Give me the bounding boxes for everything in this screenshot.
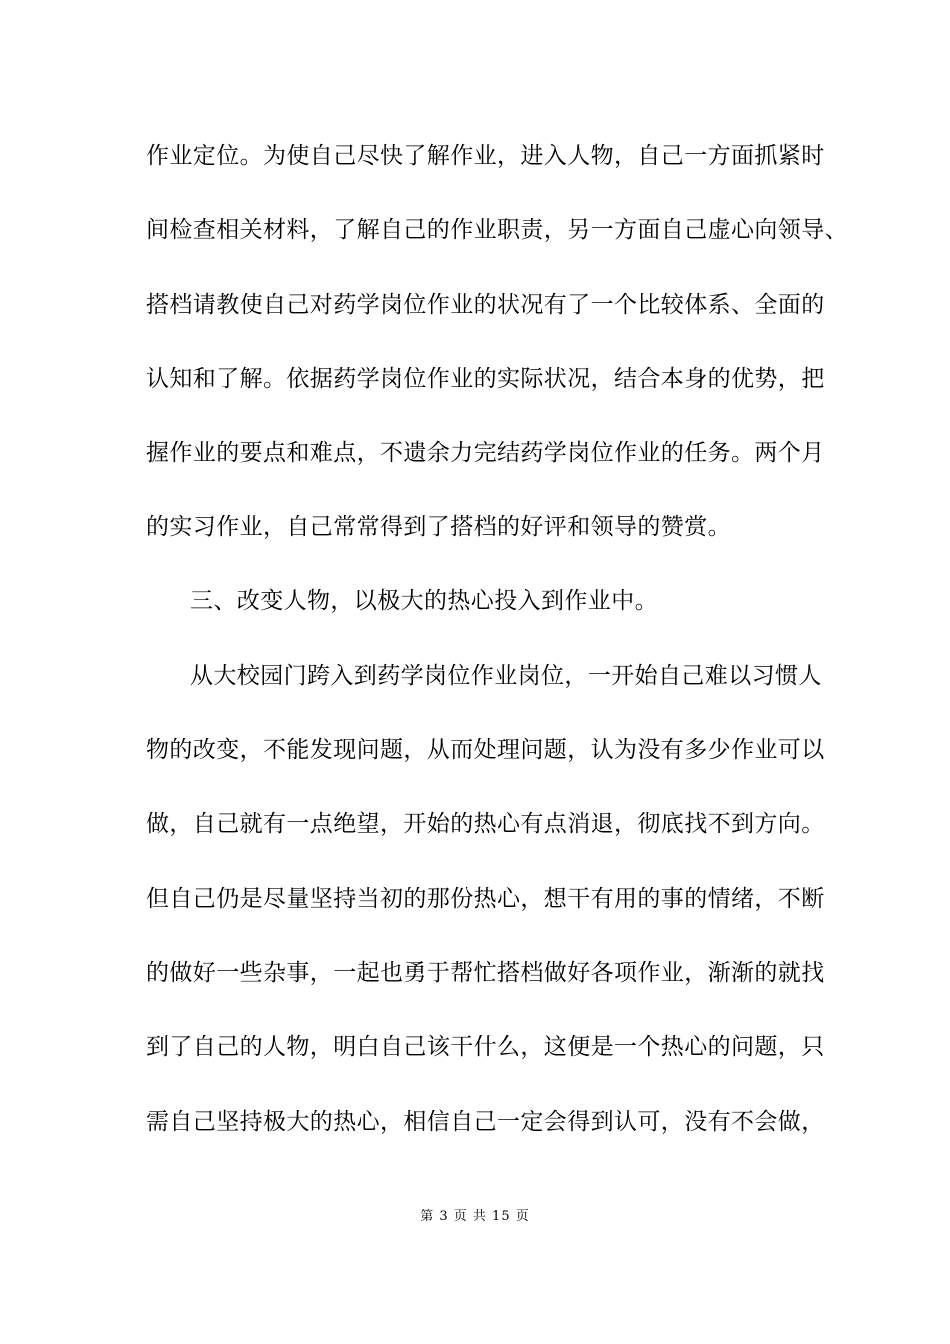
paragraph-first-line: 从大校园门跨入到药学岗位作业岗位，一开始自己难以习惯人 (190, 663, 822, 689)
page-number-footer: 第 3 页 共 15 页 (420, 1209, 530, 1224)
body-text-line: 作业定位。为使自己尽快了解作业，进入人物，自己一方面抓紧时 (146, 143, 825, 169)
body-text-line: 的实习作业，自己常常得到了搭档的好评和领导的赞赏。 (146, 514, 731, 540)
section-heading: 三、改变人物，以极大的热心投入到作业中。 (190, 588, 658, 614)
body-text-line: 间检查相关材料，了解自己的作业职责，另一方面自己虚心向领导、 (146, 217, 848, 243)
body-text-line: 但自己仍是尽量坚持当初的那份热心，想干有用的事的情绪，不断 (146, 886, 825, 912)
body-text-line: 需自己坚持极大的热心，相信自己一定会得到认可，没有不会做， (146, 1109, 825, 1135)
body-text-line: 物的改变，不能发现问题，从而处理问题，认为没有多少作业可以 (146, 737, 825, 763)
body-text-line: 握作业的要点和难点，不遗余力完结药学岗位作业的任务。两个月 (146, 440, 825, 466)
body-text-line: 的做好一些杂事，一起也勇于帮忙搭档做好各项作业，渐渐的就找 (146, 960, 825, 986)
body-text-line: 搭档请教使自己对药学岗位作业的状况有了一个比较体系、全面的 (146, 292, 825, 318)
body-text-line: 做，自己就有一点绝望，开始的热心有点消退，彻底找不到方向。 (146, 811, 825, 837)
body-text-line: 认知和了解。依据药学岗位作业的实际状况，结合本身的优势，把 (146, 366, 825, 392)
body-text-line: 到了自己的人物，明白自己该干什么，这便是一个热心的问题，只 (146, 1034, 825, 1060)
